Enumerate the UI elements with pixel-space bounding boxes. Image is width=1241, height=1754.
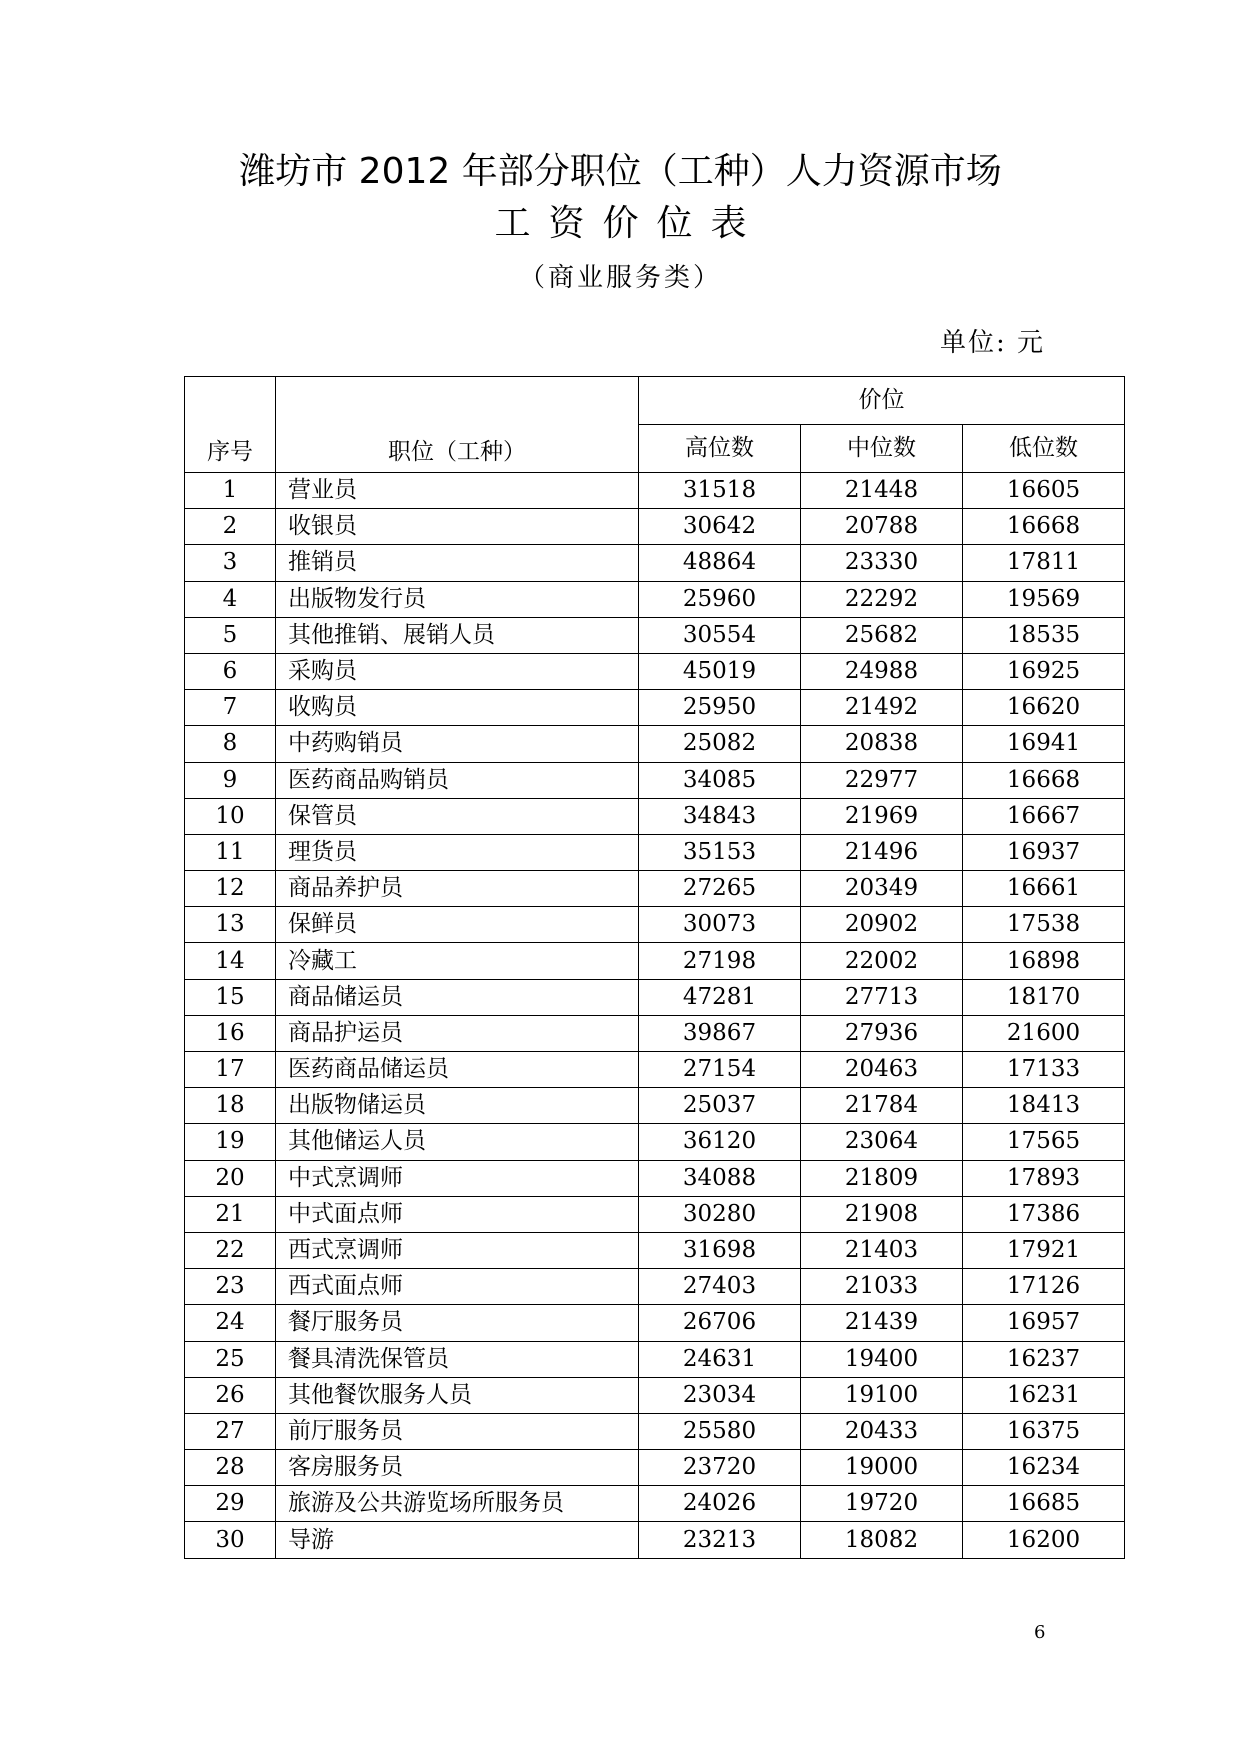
column-header-position: 职位（工种） xyxy=(276,377,639,473)
row-position-name: 收银员 xyxy=(276,509,639,545)
row-high-value: 30554 xyxy=(639,617,801,653)
row-mid-value: 21784 xyxy=(801,1088,963,1124)
table-row xyxy=(185,979,1125,1015)
row-mid-value: 21908 xyxy=(801,1196,963,1232)
row-index: 22 xyxy=(185,1232,276,1268)
row-index: 17 xyxy=(185,1052,276,1088)
row-position-name: 前厅服务员 xyxy=(276,1413,639,1449)
table-body xyxy=(185,473,1125,1559)
row-index: 21 xyxy=(185,1196,276,1232)
row-index: 1 xyxy=(185,473,276,509)
row-high-value: 45019 xyxy=(639,653,801,689)
table-row xyxy=(185,871,1125,907)
row-high-value: 30073 xyxy=(639,907,801,943)
row-position-name: 出版物储运员 xyxy=(276,1088,639,1124)
row-low-value: 16685 xyxy=(963,1486,1125,1522)
row-high-value: 26706 xyxy=(639,1305,801,1341)
row-index: 11 xyxy=(185,834,276,870)
table-row xyxy=(185,1232,1125,1268)
row-index: 13 xyxy=(185,907,276,943)
row-position-name: 保鲜员 xyxy=(276,907,639,943)
row-index: 9 xyxy=(185,762,276,798)
table-row xyxy=(185,834,1125,870)
page-number: 6 xyxy=(1034,1622,1046,1643)
row-index: 8 xyxy=(185,726,276,762)
row-mid-value: 24988 xyxy=(801,653,963,689)
row-high-value: 27154 xyxy=(639,1052,801,1088)
table-row xyxy=(185,726,1125,762)
row-index: 12 xyxy=(185,871,276,907)
table-header xyxy=(185,377,1125,473)
row-low-value: 17126 xyxy=(963,1269,1125,1305)
row-position-name: 中药购销员 xyxy=(276,726,639,762)
row-high-value: 24026 xyxy=(639,1486,801,1522)
column-header-high: 高位数 xyxy=(639,425,801,473)
row-low-value: 16925 xyxy=(963,653,1125,689)
row-index: 24 xyxy=(185,1305,276,1341)
row-low-value: 16605 xyxy=(963,473,1125,509)
table-row xyxy=(185,1522,1125,1558)
row-high-value: 35153 xyxy=(639,834,801,870)
row-position-name: 收购员 xyxy=(276,690,639,726)
row-high-value: 25960 xyxy=(639,581,801,617)
column-header-low: 低位数 xyxy=(963,425,1125,473)
column-header-mid: 中位数 xyxy=(801,425,963,473)
table-row xyxy=(185,509,1125,545)
row-low-value: 18170 xyxy=(963,979,1125,1015)
row-high-value: 23034 xyxy=(639,1377,801,1413)
row-high-value: 47281 xyxy=(639,979,801,1015)
row-position-name: 其他推销、展销人员 xyxy=(276,617,639,653)
row-low-value: 16667 xyxy=(963,798,1125,834)
row-mid-value: 20902 xyxy=(801,907,963,943)
row-position-name: 商品养护员 xyxy=(276,871,639,907)
table-row xyxy=(185,1486,1125,1522)
row-index: 23 xyxy=(185,1269,276,1305)
table-row xyxy=(185,943,1125,979)
row-high-value: 27403 xyxy=(639,1269,801,1305)
row-position-name: 餐具清洗保管员 xyxy=(276,1341,639,1377)
table-row xyxy=(185,1341,1125,1377)
row-mid-value: 21403 xyxy=(801,1232,963,1268)
row-index: 25 xyxy=(185,1341,276,1377)
row-index: 5 xyxy=(185,617,276,653)
table-row xyxy=(185,1088,1125,1124)
row-high-value: 48864 xyxy=(639,545,801,581)
row-mid-value: 22977 xyxy=(801,762,963,798)
row-high-value: 36120 xyxy=(639,1124,801,1160)
page-title-line2: 工资价位表 xyxy=(494,203,765,244)
row-mid-value: 23330 xyxy=(801,545,963,581)
row-position-name: 营业员 xyxy=(276,473,639,509)
row-position-name: 医药商品购销员 xyxy=(276,762,639,798)
row-index: 19 xyxy=(185,1124,276,1160)
row-high-value: 30280 xyxy=(639,1196,801,1232)
table-row xyxy=(185,1196,1125,1232)
row-position-name: 西式烹调师 xyxy=(276,1232,639,1268)
row-high-value: 39867 xyxy=(639,1015,801,1051)
row-index: 4 xyxy=(185,581,276,617)
row-mid-value: 21448 xyxy=(801,473,963,509)
row-high-value: 34088 xyxy=(639,1160,801,1196)
row-position-name: 其他储运人员 xyxy=(276,1124,639,1160)
row-low-value: 17811 xyxy=(963,545,1125,581)
row-high-value: 23720 xyxy=(639,1450,801,1486)
row-position-name: 医药商品储运员 xyxy=(276,1052,639,1088)
row-index: 3 xyxy=(185,545,276,581)
column-header-index: 序号 xyxy=(185,377,276,473)
page-title: 潍坊市 2012 年部分职位（工种）人力资源市场 xyxy=(239,151,1002,192)
row-mid-value: 21439 xyxy=(801,1305,963,1341)
row-high-value: 31698 xyxy=(639,1232,801,1268)
row-position-name: 保管员 xyxy=(276,798,639,834)
row-low-value: 16234 xyxy=(963,1450,1125,1486)
row-low-value: 18535 xyxy=(963,617,1125,653)
row-mid-value: 22292 xyxy=(801,581,963,617)
row-mid-value: 19000 xyxy=(801,1450,963,1486)
row-mid-value: 27936 xyxy=(801,1015,963,1051)
row-position-name: 客房服务员 xyxy=(276,1450,639,1486)
wage-table xyxy=(184,376,1125,1559)
row-mid-value: 19100 xyxy=(801,1377,963,1413)
row-position-name: 西式面点师 xyxy=(276,1269,639,1305)
row-index: 18 xyxy=(185,1088,276,1124)
table-row xyxy=(185,690,1125,726)
row-high-value: 24631 xyxy=(639,1341,801,1377)
row-index: 16 xyxy=(185,1015,276,1051)
unit-label: 单位: 元 xyxy=(940,328,1046,358)
row-low-value: 17133 xyxy=(963,1052,1125,1088)
table-row xyxy=(185,473,1125,509)
row-low-value: 16957 xyxy=(963,1305,1125,1341)
table-row xyxy=(185,1160,1125,1196)
row-mid-value: 20463 xyxy=(801,1052,963,1088)
row-position-name: 理货员 xyxy=(276,834,639,870)
row-mid-value: 23064 xyxy=(801,1124,963,1160)
row-mid-value: 21809 xyxy=(801,1160,963,1196)
row-low-value: 16231 xyxy=(963,1377,1125,1413)
row-position-name: 推销员 xyxy=(276,545,639,581)
row-position-name: 冷藏工 xyxy=(276,943,639,979)
row-high-value: 25037 xyxy=(639,1088,801,1124)
row-low-value: 17921 xyxy=(963,1232,1125,1268)
row-position-name: 其他餐饮服务人员 xyxy=(276,1377,639,1413)
row-mid-value: 20838 xyxy=(801,726,963,762)
table-row xyxy=(185,907,1125,943)
row-mid-value: 19400 xyxy=(801,1341,963,1377)
row-low-value: 16668 xyxy=(963,509,1125,545)
row-mid-value: 20433 xyxy=(801,1413,963,1449)
row-low-value: 17565 xyxy=(963,1124,1125,1160)
row-high-value: 34843 xyxy=(639,798,801,834)
row-mid-value: 18082 xyxy=(801,1522,963,1558)
row-low-value: 16668 xyxy=(963,762,1125,798)
row-low-value: 17538 xyxy=(963,907,1125,943)
row-index: 26 xyxy=(185,1377,276,1413)
row-low-value: 16200 xyxy=(963,1522,1125,1558)
row-index: 27 xyxy=(185,1413,276,1449)
column-header-price-group: 价位 xyxy=(639,377,1125,425)
row-mid-value: 25682 xyxy=(801,617,963,653)
row-low-value: 16375 xyxy=(963,1413,1125,1449)
row-index: 28 xyxy=(185,1450,276,1486)
table-row xyxy=(185,798,1125,834)
table-row xyxy=(185,617,1125,653)
table-row xyxy=(185,1015,1125,1051)
row-mid-value: 20349 xyxy=(801,871,963,907)
table-row xyxy=(185,545,1125,581)
table-row xyxy=(185,762,1125,798)
table-row xyxy=(185,1124,1125,1160)
row-index: 7 xyxy=(185,690,276,726)
row-position-name: 餐厅服务员 xyxy=(276,1305,639,1341)
table-row xyxy=(185,653,1125,689)
table-row xyxy=(185,1269,1125,1305)
row-low-value: 16237 xyxy=(963,1341,1125,1377)
row-high-value: 25580 xyxy=(639,1413,801,1449)
row-high-value: 30642 xyxy=(639,509,801,545)
table-row xyxy=(185,1052,1125,1088)
table-row xyxy=(185,1305,1125,1341)
row-index: 14 xyxy=(185,943,276,979)
row-mid-value: 21969 xyxy=(801,798,963,834)
row-index: 6 xyxy=(185,653,276,689)
row-position-name: 中式烹调师 xyxy=(276,1160,639,1196)
row-low-value: 19569 xyxy=(963,581,1125,617)
row-high-value: 31518 xyxy=(639,473,801,509)
row-mid-value: 22002 xyxy=(801,943,963,979)
row-low-value: 17893 xyxy=(963,1160,1125,1196)
row-position-name: 商品护运员 xyxy=(276,1015,639,1051)
row-low-value: 21600 xyxy=(963,1015,1125,1051)
row-index: 29 xyxy=(185,1486,276,1522)
row-mid-value: 27713 xyxy=(801,979,963,1015)
table-row xyxy=(185,1377,1125,1413)
row-mid-value: 21496 xyxy=(801,834,963,870)
row-position-name: 旅游及公共游览场所服务员 xyxy=(276,1486,639,1522)
row-index: 30 xyxy=(185,1522,276,1558)
row-position-name: 出版物发行员 xyxy=(276,581,639,617)
row-mid-value: 19720 xyxy=(801,1486,963,1522)
row-mid-value: 20788 xyxy=(801,509,963,545)
row-position-name: 采购员 xyxy=(276,653,639,689)
row-high-value: 25082 xyxy=(639,726,801,762)
row-low-value: 16937 xyxy=(963,834,1125,870)
row-low-value: 16898 xyxy=(963,943,1125,979)
table-row xyxy=(185,1413,1125,1449)
row-mid-value: 21492 xyxy=(801,690,963,726)
row-position-name: 中式面点师 xyxy=(276,1196,639,1232)
row-index: 2 xyxy=(185,509,276,545)
row-index: 20 xyxy=(185,1160,276,1196)
row-index: 10 xyxy=(185,798,276,834)
row-position-name: 商品储运员 xyxy=(276,979,639,1015)
row-high-value: 25950 xyxy=(639,690,801,726)
row-high-value: 27198 xyxy=(639,943,801,979)
row-low-value: 16620 xyxy=(963,690,1125,726)
row-position-name: 导游 xyxy=(276,1522,639,1558)
row-high-value: 23213 xyxy=(639,1522,801,1558)
row-high-value: 27265 xyxy=(639,871,801,907)
row-low-value: 18413 xyxy=(963,1088,1125,1124)
page-subtitle: （商业服务类） xyxy=(518,263,722,293)
row-low-value: 16941 xyxy=(963,726,1125,762)
row-index: 15 xyxy=(185,979,276,1015)
row-low-value: 17386 xyxy=(963,1196,1125,1232)
table-row xyxy=(185,1450,1125,1486)
table-row xyxy=(185,581,1125,617)
row-mid-value: 21033 xyxy=(801,1269,963,1305)
row-low-value: 16661 xyxy=(963,871,1125,907)
row-high-value: 34085 xyxy=(639,762,801,798)
